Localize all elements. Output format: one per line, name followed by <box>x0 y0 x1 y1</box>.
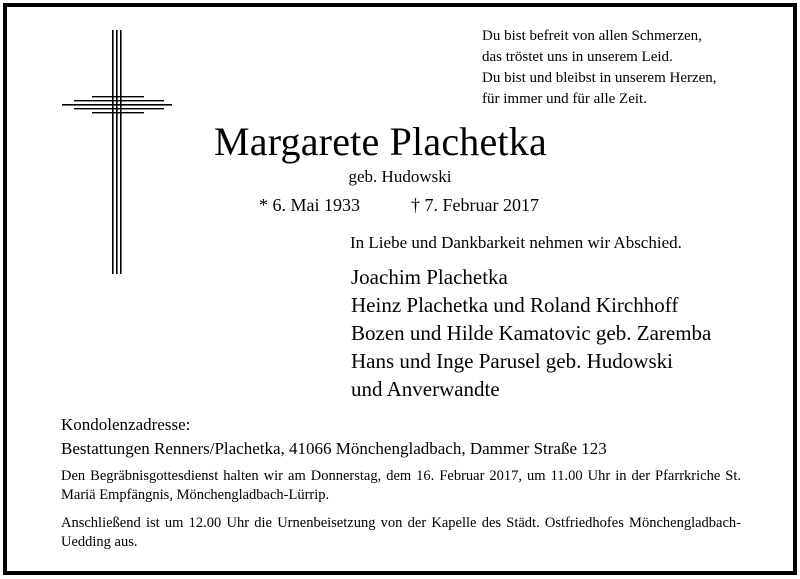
mourner-entry: und Anverwandte <box>351 377 500 401</box>
condolence-address <box>61 413 607 461</box>
poem-line: Du bist befreit von allen Schmerzen, <box>482 28 702 44</box>
mourner-entry: Bozen und Hilde Kamatovic geb. Zaremba <box>351 321 712 345</box>
mourner-entry: Joachim Plachetka <box>351 265 508 289</box>
poem-line: Du bist und bleibst in unserem Herzen, <box>482 70 717 86</box>
mourner-entry: Heinz Plachetka und Roland Kirchhoff <box>351 293 679 317</box>
cross-icon <box>62 30 172 280</box>
farewell-text: In Liebe und Dankbarkeit nehmen wir Abschied. <box>350 233 682 252</box>
death-date: † 7. Februar 2017 <box>411 195 539 215</box>
poem-line: das tröstet uns in unserem Leid. <box>482 49 673 65</box>
mourner-entry: Hans und Inge Parusel geb. Hudowski <box>351 349 673 373</box>
maiden-name: geb. Hudowski <box>348 167 452 186</box>
service-info: Den Begräbnisgottesdienst halten wir am Donnerstag, dem 16. Februar 2017, um 11.00 Uhr in der Pfarrkriche St. Mariä Empfängnis, Mönchengladbach-Lürrip. <box>61 468 741 503</box>
poem-line: für immer und für alle Zeit. <box>482 91 647 107</box>
address-line: Bestattungen Renners/Plachetka, 41066 Mönchengladbach, Dammer Straße 123 <box>61 439 607 458</box>
poem <box>482 26 782 110</box>
maiden-name-row <box>0 166 800 188</box>
address-heading: Kondolenzadresse: <box>61 415 191 434</box>
mourners-list <box>351 263 711 403</box>
urn-burial-info: Anschließend ist um 12.00 Uhr die Urnenbeisetzung von der Kapelle des Städt. Ostfriedhofes Mönchengladbach-Uedding aus. <box>61 515 741 550</box>
deceased-name: Margarete Plachetka <box>214 119 547 164</box>
birth-date: * 6. Mai 1933 <box>259 195 360 215</box>
